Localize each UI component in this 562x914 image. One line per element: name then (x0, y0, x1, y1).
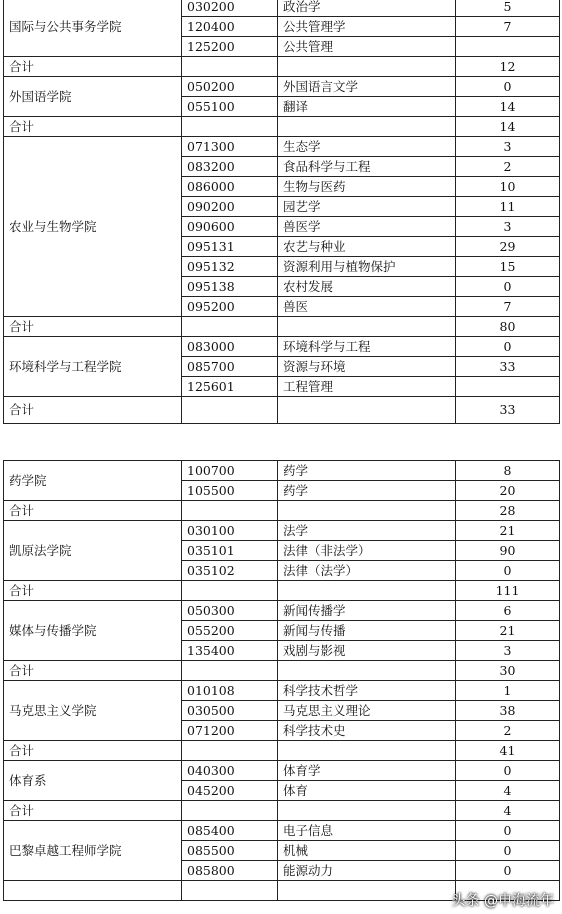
major-name-cell: 戏剧与影视 (278, 641, 456, 661)
empty-cell (182, 317, 278, 337)
major-name-cell: 农艺与种业 (278, 237, 456, 257)
subtotal-row (4, 801, 560, 821)
major-code-cell: 090600 (182, 217, 278, 237)
quota-cell: 7 (456, 297, 560, 317)
empty-cell (182, 741, 278, 761)
admissions-table-upper (3, 0, 560, 424)
quota-cell: 0 (456, 821, 560, 841)
table-row (4, 0, 560, 17)
major-name-cell: 食品科学与工程 (278, 157, 456, 177)
major-code-cell: 095200 (182, 297, 278, 317)
major-name-cell: 兽医 (278, 297, 456, 317)
major-name-cell: 翻译 (278, 97, 456, 117)
table-row (4, 461, 560, 481)
quota-cell: 3 (456, 217, 560, 237)
major-name-cell: 药学 (278, 461, 456, 481)
subtotal-label-cell: 合计 (4, 661, 182, 681)
major-name-cell: 法学 (278, 521, 456, 541)
major-code-cell: 035102 (182, 561, 278, 581)
subtotal-row (4, 317, 560, 337)
major-code-cell: 055100 (182, 97, 278, 117)
major-name-cell: 资源与环境 (278, 357, 456, 377)
subtotal-row (4, 581, 560, 601)
quota-cell: 0 (456, 277, 560, 297)
college-name-cell: 媒体与传播学院 (4, 601, 182, 661)
major-name-cell: 法律（法学） (278, 561, 456, 581)
subtotal-value-cell: 33 (456, 397, 560, 424)
major-code-cell: 055200 (182, 621, 278, 641)
major-code-cell: 071300 (182, 137, 278, 157)
major-name-cell: 新闻与传播 (278, 621, 456, 641)
major-name-cell: 科学技术史 (278, 721, 456, 741)
quota-cell: 5 (456, 0, 560, 17)
quota-cell: 3 (456, 137, 560, 157)
major-code-cell: 050200 (182, 77, 278, 97)
table-row (4, 137, 560, 157)
subtotal-label-cell: 合计 (4, 317, 182, 337)
empty-cell (278, 501, 456, 521)
quota-cell: 0 (456, 337, 560, 357)
subtotal-row (4, 661, 560, 681)
major-code-cell: 086000 (182, 177, 278, 197)
major-name-cell: 机械 (278, 841, 456, 861)
empty-cell (278, 881, 456, 901)
major-code-cell: 125601 (182, 377, 278, 397)
college-name-cell: 马克思主义学院 (4, 681, 182, 741)
major-code-cell: 095138 (182, 277, 278, 297)
empty-cell (182, 117, 278, 137)
subtotal-label-cell: 合计 (4, 397, 182, 424)
table-row (4, 681, 560, 701)
quota-cell: 38 (456, 701, 560, 721)
quota-cell: 0 (456, 561, 560, 581)
subtotal-label-cell: 合计 (4, 581, 182, 601)
empty-cell (278, 317, 456, 337)
major-code-cell: 135400 (182, 641, 278, 661)
major-code-cell: 120400 (182, 17, 278, 37)
subtotal-value-cell: 80 (456, 317, 560, 337)
quota-cell: 4 (456, 781, 560, 801)
major-code-cell: 105500 (182, 481, 278, 501)
subtotal-label-cell: 合计 (4, 801, 182, 821)
major-code-cell: 085700 (182, 357, 278, 377)
quota-cell: 0 (456, 77, 560, 97)
empty-cell (182, 501, 278, 521)
major-name-cell: 马克思主义理论 (278, 701, 456, 721)
quota-cell: 0 (456, 841, 560, 861)
subtotal-value-cell: 12 (456, 57, 560, 77)
watermark-text: 头条 @申海流年 (451, 893, 554, 909)
major-name-cell: 政治学 (278, 0, 456, 17)
major-name-cell: 公共管理 (278, 37, 456, 57)
empty-cell (182, 581, 278, 601)
major-code-cell: 030500 (182, 701, 278, 721)
subtotal-value-cell: 111 (456, 581, 560, 601)
subtotal-value-cell: 41 (456, 741, 560, 761)
admissions-table-lower (3, 460, 560, 901)
empty-cell (182, 661, 278, 681)
subtotal-value-cell: 30 (456, 661, 560, 681)
major-name-cell: 环境科学与工程 (278, 337, 456, 357)
major-name-cell: 电子信息 (278, 821, 456, 841)
quota-cell: 10 (456, 177, 560, 197)
major-code-cell: 010108 (182, 681, 278, 701)
table-row (4, 77, 560, 97)
quota-cell: 8 (456, 461, 560, 481)
subtotal-label-cell: 合计 (4, 741, 182, 761)
watermark (452, 890, 554, 910)
college-name-cell: 药学院 (4, 461, 182, 501)
subtotal-row (4, 57, 560, 77)
major-code-cell: 040300 (182, 761, 278, 781)
quota-cell: 29 (456, 237, 560, 257)
major-code-cell: 085500 (182, 841, 278, 861)
quota-cell: 11 (456, 197, 560, 217)
major-name-cell: 兽医学 (278, 217, 456, 237)
major-code-cell: 125200 (182, 37, 278, 57)
subtotal-label-cell: 合计 (4, 57, 182, 77)
quota-cell: 0 (456, 761, 560, 781)
empty-cell (278, 57, 456, 77)
major-name-cell: 资源利用与植物保护 (278, 257, 456, 277)
empty-cell (182, 801, 278, 821)
major-name-cell: 体育 (278, 781, 456, 801)
empty-cell (278, 397, 456, 424)
subtotal-value-cell: 14 (456, 117, 560, 137)
major-code-cell: 083200 (182, 157, 278, 177)
major-code-cell: 090200 (182, 197, 278, 217)
empty-cell (182, 57, 278, 77)
quota-cell: 0 (456, 861, 560, 881)
subtotal-row (4, 117, 560, 137)
quota-cell: 3 (456, 641, 560, 661)
major-name-cell: 农村发展 (278, 277, 456, 297)
college-name-cell: 巴黎卓越工程师学院 (4, 821, 182, 881)
quota-cell: 15 (456, 257, 560, 277)
college-name-cell: 国际与公共事务学院 (4, 0, 182, 57)
college-name-cell: 凯原法学院 (4, 521, 182, 581)
quota-cell: 21 (456, 521, 560, 541)
major-code-cell: 030100 (182, 521, 278, 541)
subtotal-label-cell: 合计 (4, 501, 182, 521)
major-name-cell: 药学 (278, 481, 456, 501)
major-code-cell: 085400 (182, 821, 278, 841)
major-code-cell: 083000 (182, 337, 278, 357)
major-name-cell: 生物与医药 (278, 177, 456, 197)
subtotal-row (4, 397, 560, 424)
empty-cell (182, 397, 278, 424)
major-name-cell: 能源动力 (278, 861, 456, 881)
empty-cell (278, 661, 456, 681)
major-name-cell: 工程管理 (278, 377, 456, 397)
major-name-cell: 公共管理学 (278, 17, 456, 37)
table-row (4, 601, 560, 621)
quota-cell: 2 (456, 157, 560, 177)
quota-cell: 1 (456, 681, 560, 701)
subtotal-value-cell: 28 (456, 501, 560, 521)
subtotal-label-cell: 合计 (4, 117, 182, 137)
empty-cell (278, 741, 456, 761)
major-name-cell: 外国语言文学 (278, 77, 456, 97)
major-code-cell: 085800 (182, 861, 278, 881)
major-code-cell: 035101 (182, 541, 278, 561)
college-name-cell: 农业与生物学院 (4, 137, 182, 317)
subtotal-row (4, 741, 560, 761)
major-name-cell: 体育学 (278, 761, 456, 781)
major-name-cell: 法律（非法学） (278, 541, 456, 561)
quota-cell: 2 (456, 721, 560, 741)
table-row (4, 821, 560, 841)
college-name-cell: 外国语学院 (4, 77, 182, 117)
major-code-cell: 095131 (182, 237, 278, 257)
empty-cell (182, 881, 278, 901)
table-row (4, 761, 560, 781)
major-code-cell: 050300 (182, 601, 278, 621)
college-name-cell: 体育系 (4, 761, 182, 801)
major-code-cell: 045200 (182, 781, 278, 801)
subtotal-label-cell (4, 881, 182, 901)
quota-cell: 6 (456, 601, 560, 621)
major-name-cell: 科学技术哲学 (278, 681, 456, 701)
quota-cell: 33 (456, 357, 560, 377)
quota-cell: 20 (456, 481, 560, 501)
quota-cell: 90 (456, 541, 560, 561)
empty-cell (278, 801, 456, 821)
quota-cell (456, 37, 560, 57)
empty-cell (278, 117, 456, 137)
major-name-cell: 园艺学 (278, 197, 456, 217)
subtotal-value-cell: 4 (456, 801, 560, 821)
major-name-cell: 新闻传播学 (278, 601, 456, 621)
major-code-cell: 071200 (182, 721, 278, 741)
major-code-cell: 030200 (182, 0, 278, 17)
subtotal-row (4, 501, 560, 521)
college-name-cell: 环境科学与工程学院 (4, 337, 182, 397)
major-name-cell: 生态学 (278, 137, 456, 157)
table-row (4, 337, 560, 357)
quota-cell (456, 377, 560, 397)
quota-cell: 21 (456, 621, 560, 641)
table-row (4, 521, 560, 541)
major-code-cell: 100700 (182, 461, 278, 481)
major-code-cell: 095132 (182, 257, 278, 277)
quota-cell: 14 (456, 97, 560, 117)
quota-cell: 7 (456, 17, 560, 37)
empty-cell (278, 581, 456, 601)
